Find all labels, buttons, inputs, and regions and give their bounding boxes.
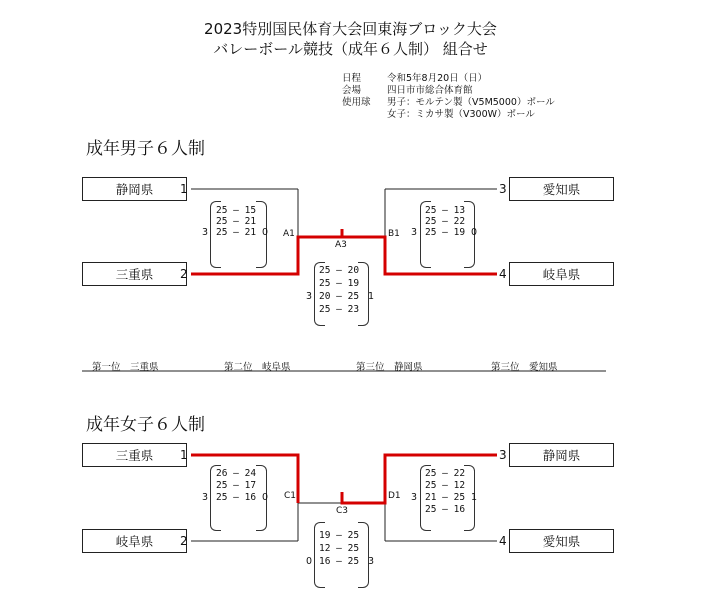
c3-set-1: 19 ― 25: [319, 530, 360, 541]
women-team-2: 岐阜県: [82, 529, 187, 553]
c1-set-1: 26 ― 24: [216, 468, 257, 479]
men-seed-4: 4: [499, 267, 507, 281]
c3-set-3: 16 ― 25: [319, 556, 360, 567]
d1-set-3: 21 ― 25: [425, 492, 466, 503]
c1-sets-right: 0: [262, 492, 269, 503]
title-line-1: 2023特別国民体育大会回東海ブロック大会: [204, 20, 497, 38]
rank-third-2: 第三位 愛知県: [491, 362, 558, 373]
date-label: 日程: [342, 73, 362, 84]
a1-set-1: 25 ― 15: [216, 205, 257, 216]
d1-sets-left: 3: [411, 492, 418, 503]
rank-second: 第二位 岐阜県: [224, 362, 291, 373]
ball-label: 使用球: [342, 97, 371, 108]
women-seed-3: 3: [499, 448, 507, 462]
women-seed-1: 1: [180, 448, 188, 462]
women-heading: 成年女子６人制: [86, 415, 205, 435]
a3-sets-right: 1: [368, 291, 375, 302]
c3-set-2: 12 ― 25: [319, 543, 360, 554]
a3-set-3: 20 ― 25: [319, 291, 360, 302]
a1-set-3: 25 ― 21: [216, 227, 257, 238]
date-value: 令和5年8月20日（日）: [387, 73, 488, 84]
a3-set-4: 25 ― 23: [319, 304, 360, 315]
c1-set-3: 25 ― 16: [216, 492, 257, 503]
ball-women: 女子：ミカサ製（V300W）ボール: [387, 109, 535, 120]
men-team-4: 岐阜県: [509, 262, 614, 286]
a3-sets-left: 3: [306, 291, 313, 302]
b1-set-1: 25 ― 13: [425, 205, 466, 216]
a1-set-2: 25 ― 21: [216, 216, 257, 227]
a1-sets-left: 3: [202, 227, 209, 238]
women-team-3: 静岡県: [509, 443, 614, 467]
c3-paren-right: [358, 522, 369, 588]
match-label-b1: B1: [388, 229, 400, 239]
men-heading: 成年男子６人制: [86, 139, 205, 159]
men-seed-1: 1: [180, 182, 188, 196]
men-seed-2: 2: [180, 267, 188, 281]
c3-sets-left: 0: [306, 556, 313, 567]
women-team-1: 三重県: [82, 443, 187, 467]
d1-sets-right: 1: [471, 492, 478, 503]
d1-set-4: 25 ― 16: [425, 504, 466, 515]
c1-set-2: 25 ― 17: [216, 480, 257, 491]
women-seed-2: 2: [180, 534, 188, 548]
men-team-3: 愛知県: [509, 177, 614, 201]
women-seed-4: 4: [499, 534, 507, 548]
men-seed-3: 3: [499, 182, 507, 196]
c1-sets-left: 3: [202, 492, 209, 503]
venue-label: 会場: [342, 85, 362, 96]
a3-set-2: 25 ― 19: [319, 278, 360, 289]
b1-set-3: 25 ― 19: [425, 227, 466, 238]
c3-sets-right: 3: [368, 556, 375, 567]
ball-men: 男子：モルテン製（V5M5000）ボール: [387, 97, 555, 108]
women-team-4: 愛知県: [509, 529, 614, 553]
rank-third-1: 第三位 静岡県: [356, 362, 423, 373]
b1-sets-right: 0: [471, 227, 478, 238]
venue-value: 四日市市総合体育館: [387, 85, 473, 96]
d1-set-2: 25 ― 12: [425, 480, 466, 491]
b1-sets-left: 3: [411, 227, 418, 238]
a3-set-1: 25 ― 20: [319, 265, 360, 276]
d1-set-1: 25 ― 22: [425, 468, 466, 479]
men-team-1: 静岡県: [82, 177, 187, 201]
rank-first: 第一位 三重県: [92, 362, 159, 373]
match-label-d1: D1: [388, 491, 401, 501]
a1-sets-right: 0: [262, 227, 269, 238]
match-label-a1: A1: [283, 229, 295, 239]
men-team-2: 三重県: [82, 262, 187, 286]
b1-set-2: 25 ― 22: [425, 216, 466, 227]
match-label-c3: C3: [336, 506, 349, 516]
match-label-c1: C1: [284, 491, 297, 501]
match-label-a3: A3: [335, 240, 347, 250]
title-line-2: バレーボール競技（成年６人制） 組合せ: [213, 40, 488, 58]
